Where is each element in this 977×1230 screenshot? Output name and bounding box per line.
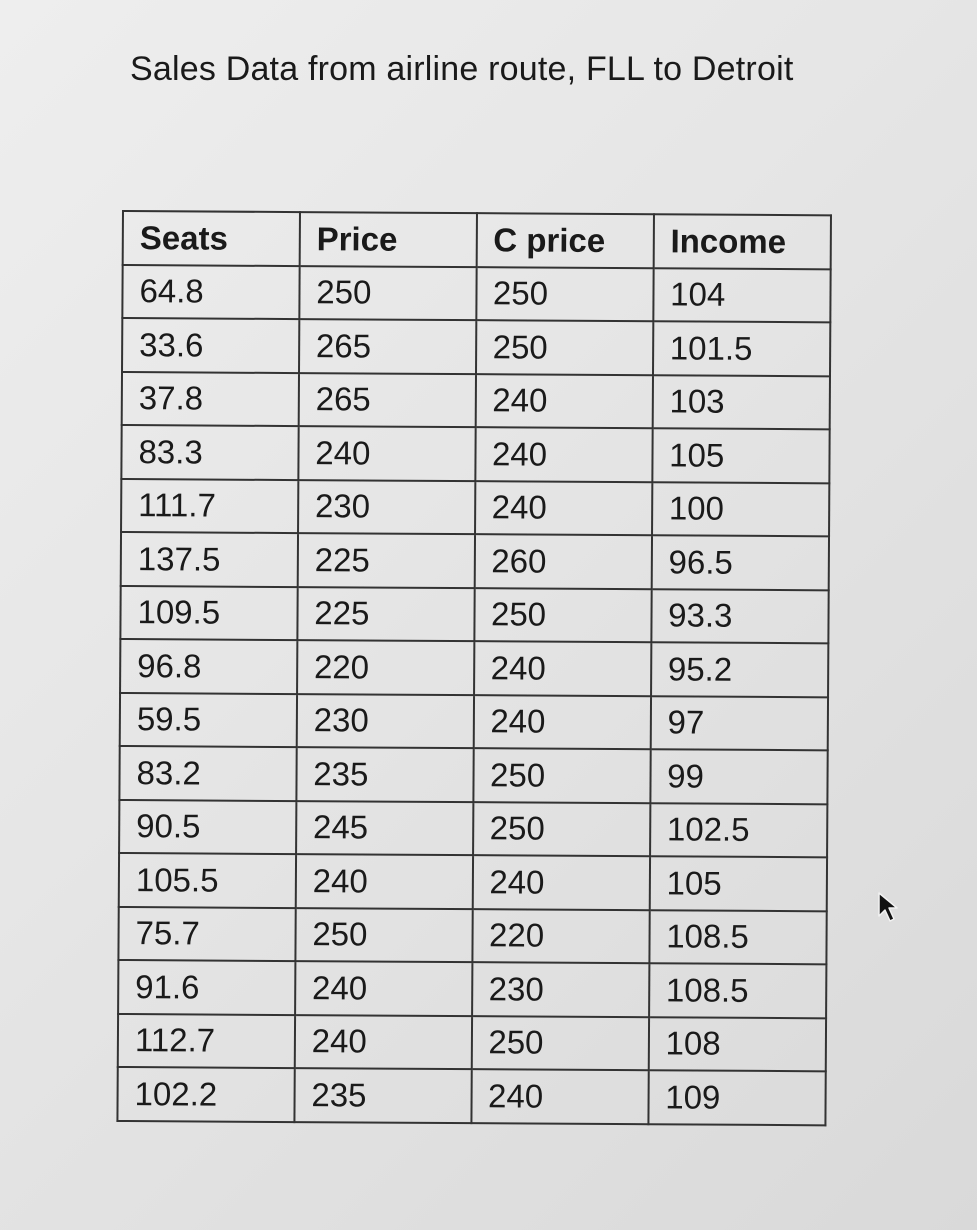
table-header-row — [123, 211, 831, 269]
cell-income: 104 — [653, 268, 831, 323]
cell-price: 230 — [297, 694, 474, 749]
cell-c-price: 250 — [473, 802, 651, 857]
cell-income: 103 — [652, 375, 830, 430]
cell-c-price: 240 — [474, 641, 652, 696]
table-row — [119, 746, 827, 804]
table-row — [121, 532, 829, 590]
cell-seats: 64.8 — [122, 265, 299, 320]
cell-price: 240 — [295, 961, 472, 1016]
cell-seats: 112.7 — [118, 1013, 295, 1068]
header-price: Price — [299, 212, 476, 267]
cell-seats: 102.2 — [117, 1067, 294, 1122]
cell-price: 235 — [294, 1068, 471, 1123]
table-row — [118, 906, 826, 964]
cell-seats: 109.5 — [120, 585, 297, 640]
cell-price: 225 — [297, 587, 474, 642]
cell-income: 95.2 — [651, 642, 829, 697]
cell-price: 245 — [296, 801, 473, 856]
cell-income: 100 — [652, 482, 830, 537]
table-row — [117, 1067, 825, 1125]
cell-income: 109 — [648, 1070, 826, 1125]
table-row — [119, 799, 827, 857]
cell-price: 220 — [297, 640, 474, 695]
cell-seats: 33.6 — [122, 318, 299, 373]
table-row — [122, 318, 830, 376]
table-row — [120, 585, 828, 643]
table-row — [120, 639, 828, 697]
cell-income: 101.5 — [653, 321, 831, 376]
header-c-price: C price — [476, 213, 654, 268]
cell-seats: 83.2 — [119, 746, 296, 801]
cell-price: 225 — [298, 533, 475, 588]
table-row — [118, 960, 826, 1018]
cell-seats: 83.3 — [121, 425, 298, 480]
header-income: Income — [653, 214, 831, 269]
table-row — [122, 265, 830, 323]
cell-price: 250 — [299, 266, 476, 321]
cell-price: 240 — [295, 1015, 472, 1070]
cell-c-price: 250 — [471, 1016, 649, 1071]
cell-price: 240 — [298, 426, 475, 481]
cell-seats: 91.6 — [118, 960, 295, 1015]
cell-price: 230 — [298, 480, 475, 535]
cell-price: 265 — [298, 373, 475, 428]
cell-income: 99 — [650, 749, 828, 804]
cell-income: 96.5 — [651, 535, 829, 590]
cell-c-price: 240 — [475, 481, 653, 536]
table-row — [121, 425, 829, 483]
cell-c-price: 250 — [476, 320, 654, 375]
header-seats: Seats — [123, 211, 300, 266]
cell-c-price: 240 — [473, 695, 651, 750]
table-row — [121, 479, 829, 537]
sales-data-table — [116, 210, 832, 1126]
cell-income: 102.5 — [650, 803, 828, 858]
cell-seats: 137.5 — [121, 532, 298, 587]
cell-seats: 37.8 — [122, 372, 299, 427]
cell-c-price: 250 — [473, 748, 651, 803]
cell-c-price: 250 — [476, 267, 654, 322]
cell-price: 265 — [299, 319, 476, 374]
table-row — [120, 692, 828, 750]
cell-price: 250 — [295, 908, 472, 963]
cell-c-price: 250 — [474, 588, 652, 643]
cell-income: 105 — [649, 856, 827, 911]
cell-c-price: 230 — [472, 962, 650, 1017]
table-row — [119, 853, 827, 911]
cell-income: 97 — [650, 696, 828, 751]
cell-c-price: 240 — [475, 427, 653, 482]
cell-c-price: 240 — [471, 1069, 649, 1124]
cell-c-price: 220 — [472, 909, 650, 964]
table-row — [118, 1013, 826, 1071]
cell-price: 235 — [296, 747, 473, 802]
cell-income: 105 — [652, 428, 830, 483]
cell-seats: 75.7 — [118, 906, 295, 961]
cell-seats: 90.5 — [119, 799, 296, 854]
cell-seats: 105.5 — [119, 853, 296, 908]
cell-price: 240 — [296, 854, 473, 909]
cell-income: 93.3 — [651, 589, 829, 644]
cell-income: 108 — [648, 1017, 826, 1072]
mouse-pointer-icon — [876, 890, 904, 926]
cell-seats: 59.5 — [120, 692, 297, 747]
page-title: Sales Data from airline route, FLL to Detroit — [130, 50, 794, 88]
cell-seats: 111.7 — [121, 479, 298, 534]
cell-income: 108.5 — [649, 910, 827, 965]
cell-c-price: 240 — [475, 374, 653, 429]
cell-income: 108.5 — [649, 963, 827, 1018]
cell-seats: 96.8 — [120, 639, 297, 694]
cell-c-price: 260 — [474, 534, 652, 589]
table-body — [117, 265, 830, 1125]
table-row — [122, 372, 830, 430]
cell-c-price: 240 — [472, 855, 650, 910]
